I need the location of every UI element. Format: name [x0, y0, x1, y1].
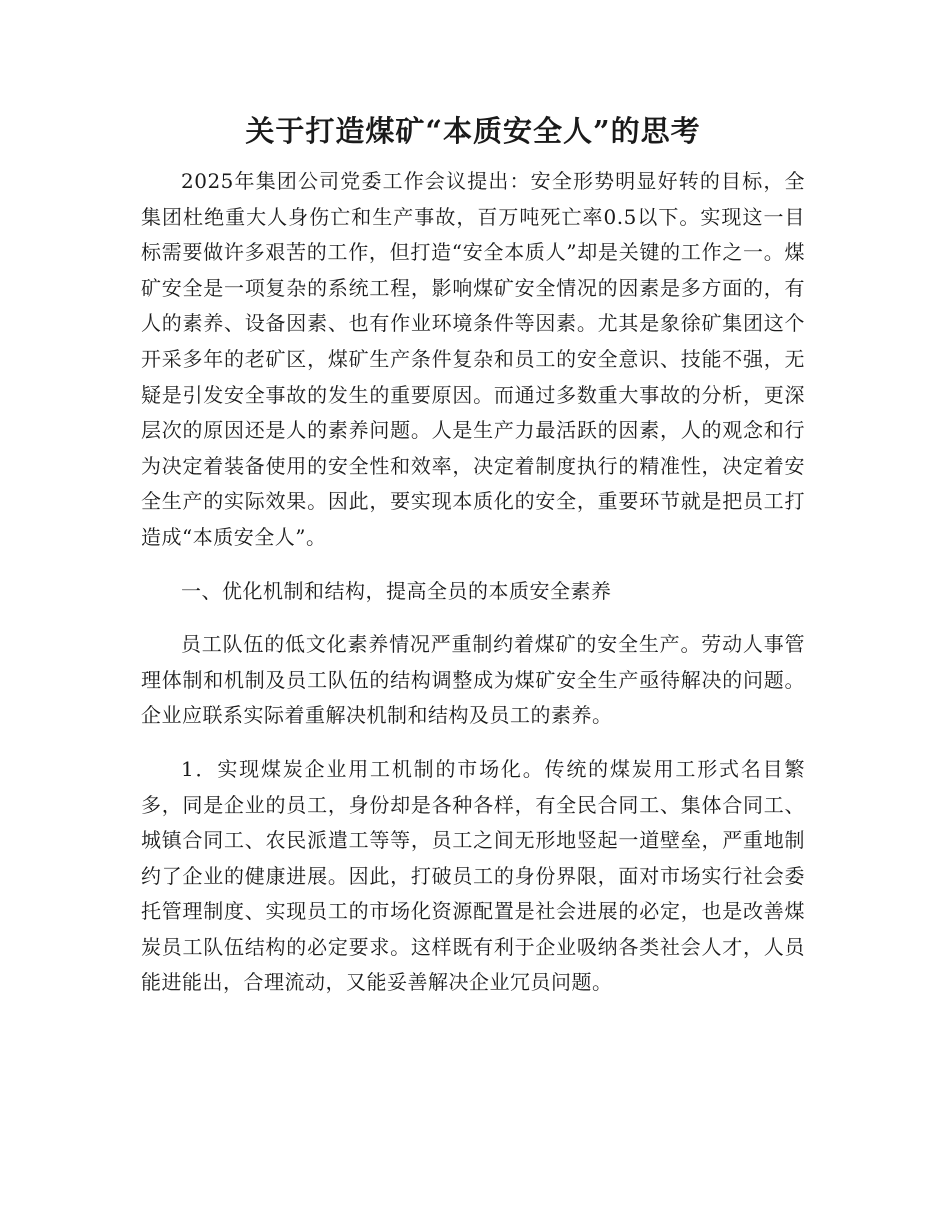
intro-paragraph: 2025年集团公司党委工作会议提出：安全形势明显好转的目标，全集团杜绝重大人身伤亡和生产事故，百万吨死亡率0.5以下。实现这一目标需要做许多艰苦的工作，但打造“安全本质人”却是关键的工作之一。煤矿安全是一项复杂的系统工程，影响煤矿安全情况的因素是多方面的，有人的素养、设备因素、也有作业环境条件等因素。尤其是象徐矿集团这个开采多年的老矿区，煤矿生产条件复杂和员工的安全意识、技能不强，无疑是引发安全事故的发生的重要原因。而通过多数重大事故的分析，更深层次的原因还是人的素养问题。人是生产力最活跃的因素，人的观念和行为决定着装备使用的安全性和效率，决定着制度执行的精准性，决定着安全生产的实际效果。因此，要实现本质化的安全，重要环节就是把员工打造成“本质安全人”。: [141, 169, 805, 549]
section-heading: 一、优化机制和结构，提高全员的本质安全素养: [181, 578, 612, 603]
body-paragraph: 员工队伍的低文化素养情况严重制约着煤矿的安全生产。劳动人事管理体制和机制及员工队伍的结构调整成为煤矿安全生产亟待解决的问题。企业应联系实际着重解决机制和结构及员工的素养。: [141, 632, 805, 728]
body-paragraph: 1．实现煤炭企业用工机制的市场化。传统的煤炭用工形式名目繁多，同是企业的员工，身份却是各种各样，有全民合同工、集体合同工、城镇合同工、农民派遣工等等，员工之间无形地竖起一道壁垒，严重地制约了企业的健康进展。因此，打破员工的身份界限，面对市场实行社会委托管理制度、实现员工的市场化资源配置是社会进展的必定，也是改善煤炭员工队伍结构的必定要求。这样既有利于企业吸纳各类社会人才，人员能进能出，合理流动，又能妥善解决企业冗员问题。: [141, 756, 805, 995]
document-page: [141, 106, 805, 1001]
document-title: 关于打造煤矿“本质安全人”的思考: [245, 114, 701, 148]
